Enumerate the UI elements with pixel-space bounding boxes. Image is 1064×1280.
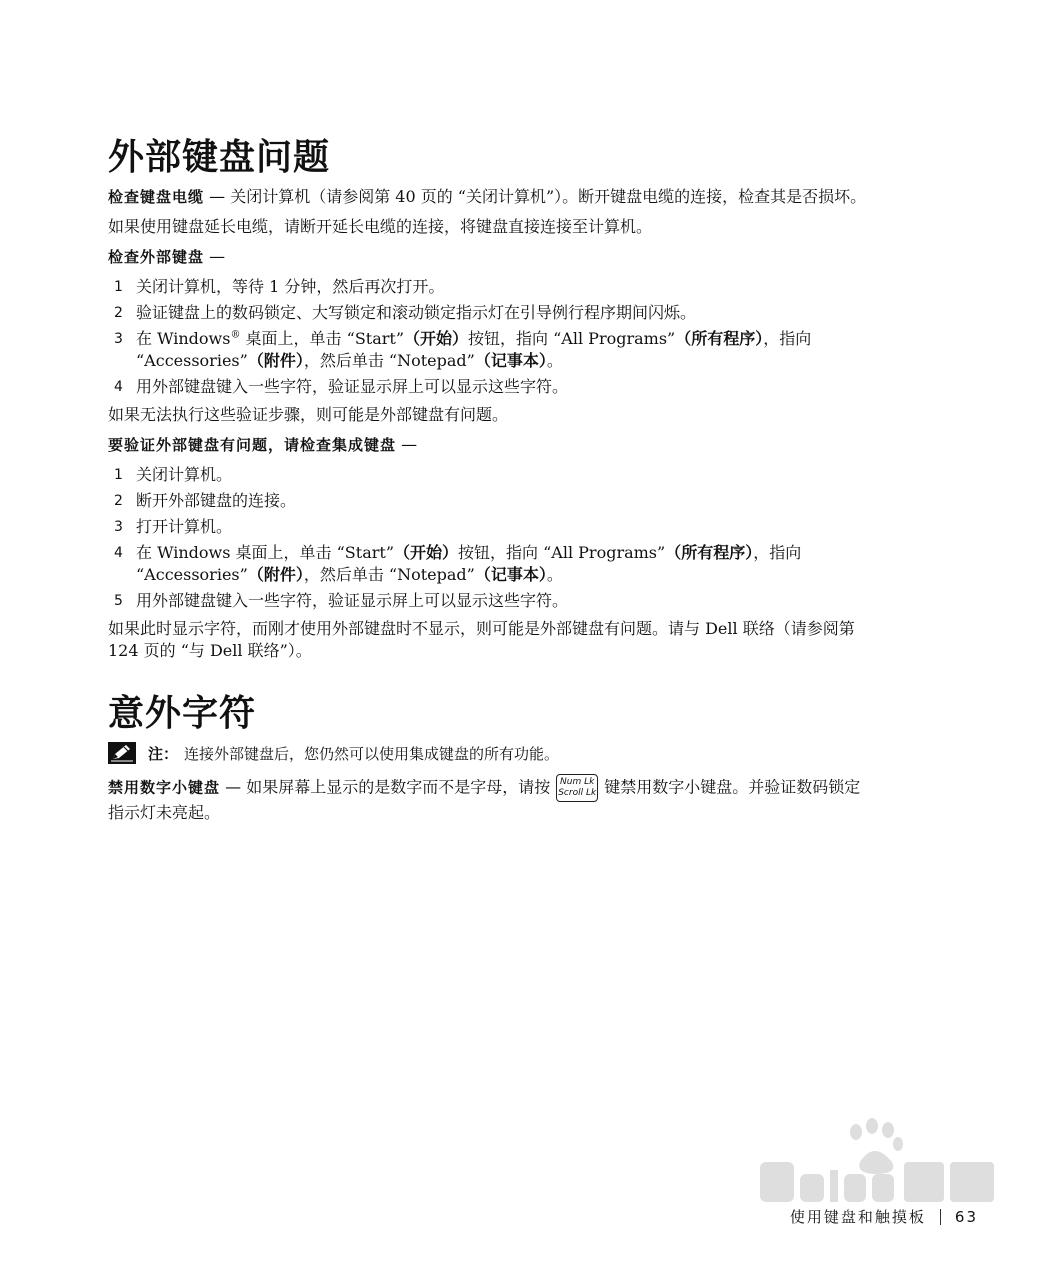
step-text: 用外部键盘键入一些字符，验证显示屏上可以显示这些字符。 [136,377,569,396]
num-lock-key-icon [556,774,598,802]
list-item [108,276,868,298]
note-text: 连接外部键盘后，您仍然可以使用集成键盘的所有功能。 [184,744,560,763]
check-external-lead: 检查外部键盘 [108,248,205,266]
page-number: 63 [954,1207,978,1226]
step-text-part: 按钮，指向 “All Programs” [468,329,676,348]
step-number: 3 [114,519,123,535]
section-title-unexpected-characters: 意外字符 [108,693,257,734]
section-title-external-keyboard: 外部键盘问题 [108,137,331,178]
step-number: 2 [114,305,123,321]
disable-keypad-text-after: 键禁用数字小键盘。并验证数码锁定指示灯未亮起。 [108,777,861,822]
step-text: 用外部键盘键入一些字符，验证显示屏上可以显示这些字符。 [136,591,569,610]
list-item [108,516,868,538]
verify-heading [108,434,868,456]
step-number: 1 [114,467,123,483]
list-item [108,302,868,324]
note-label: 注： [148,744,179,763]
step-text: 关闭计算机，等待 1 分钟，然后再次打开。 [136,277,445,296]
keycap-line-2: Scroll Lk [558,788,597,798]
list-item [108,376,868,398]
after-steps-paragraph: 如果无法执行这些验证步骤，则可能是外部键盘有问题。 [108,405,509,424]
step-number: 2 [114,493,123,509]
check-cable-dash: — [204,187,231,206]
notepad-label: （记事本） [474,565,547,584]
list-item [108,542,868,586]
page-content [108,136,868,832]
page-footer [790,1206,978,1227]
step-text-part: ，指向 “Accessories” [136,329,812,370]
step-text-part: 在 Windows [136,329,231,348]
start-menu-label: （开始） [404,329,469,348]
baidu-jingyan-watermark [752,1118,1002,1208]
disable-keypad-lead: 禁用数字小键盘 [108,778,221,797]
check-cable-text: 关闭计算机（请参阅第 40 页的 “关闭计算机”）。断开键盘电缆的连接，检查其是否损坏。 [230,187,867,206]
note-pencil-icon [108,742,136,764]
disable-keypad-text-before: 如果屏幕上显示的是数字而不是字母，请按 [246,777,551,797]
check-external-heading [108,246,868,268]
all-programs-label: （所有程序） [665,543,754,562]
step-text-part: ，然后单击 “Notepad” [303,565,475,584]
check-cable-paragraph [108,186,868,208]
list-item [108,328,868,372]
step-text: 关闭计算机。 [136,465,233,484]
step-number: 4 [114,545,123,561]
step-text-part: 。 [546,351,563,370]
check-external-dash: — [204,247,226,266]
footer-chapter-title: 使用键盘和触摸板 [789,1208,926,1226]
step-text-part: 。 [546,565,563,584]
list-item [108,490,868,512]
step-text-part: 按钮，指向 “All Programs” [458,543,666,562]
disable-keypad-paragraph [108,774,868,824]
registered-mark: ® [230,329,241,341]
accessories-label: （附件） [247,351,304,370]
step-text: 断开外部键盘的连接。 [136,491,297,510]
verify-lead: 要验证外部键盘有问题，请检查集成键盘 [108,436,397,454]
step-number: 3 [114,331,123,347]
step-text-part: ，然后单击 “Notepad” [303,351,475,370]
step-number: 5 [114,593,123,609]
check-cable-lead: 检查键盘电缆 [108,188,205,206]
all-programs-label: （所有程序） [675,329,764,348]
keycap-line-1: Num Lk [560,777,595,787]
step-number: 1 [114,279,123,295]
disable-keypad-dash: — [220,777,247,797]
accessories-label: （附件） [247,565,304,584]
step-number: 4 [114,379,123,395]
external-check-steps [108,276,868,398]
integrated-check-steps [108,464,868,612]
note-callout [108,742,868,764]
step-text: 打开计算机。 [136,517,233,536]
step-text-part: 在 Windows 桌面上，单击 “Start” [136,543,394,562]
list-item [108,464,868,486]
extension-cable-paragraph: 如果使用键盘延长电缆，请断开延长电缆的连接，将键盘直接连接至计算机。 [108,217,653,236]
step-text: 验证键盘上的数码锁定、大写锁定和滚动锁定指示灯在引导例行程序期间闪烁。 [136,303,697,322]
step-text-part: 桌面上，单击 “Start” [240,329,405,348]
list-item [108,590,868,612]
footer-separator [940,1209,941,1225]
step-text-part: ，指向 “Accessories” [136,543,802,584]
start-menu-label: （开始） [394,543,459,562]
notepad-label: （记事本） [474,351,547,370]
verify-dash: — [396,435,418,454]
final-paragraph: 如果此时显示字符，而刚才使用外部键盘时不显示，则可能是外部键盘有问题。请与 Dell 联络（请参阅第 124 页的 “与 Dell 联络”）。 [108,619,855,660]
